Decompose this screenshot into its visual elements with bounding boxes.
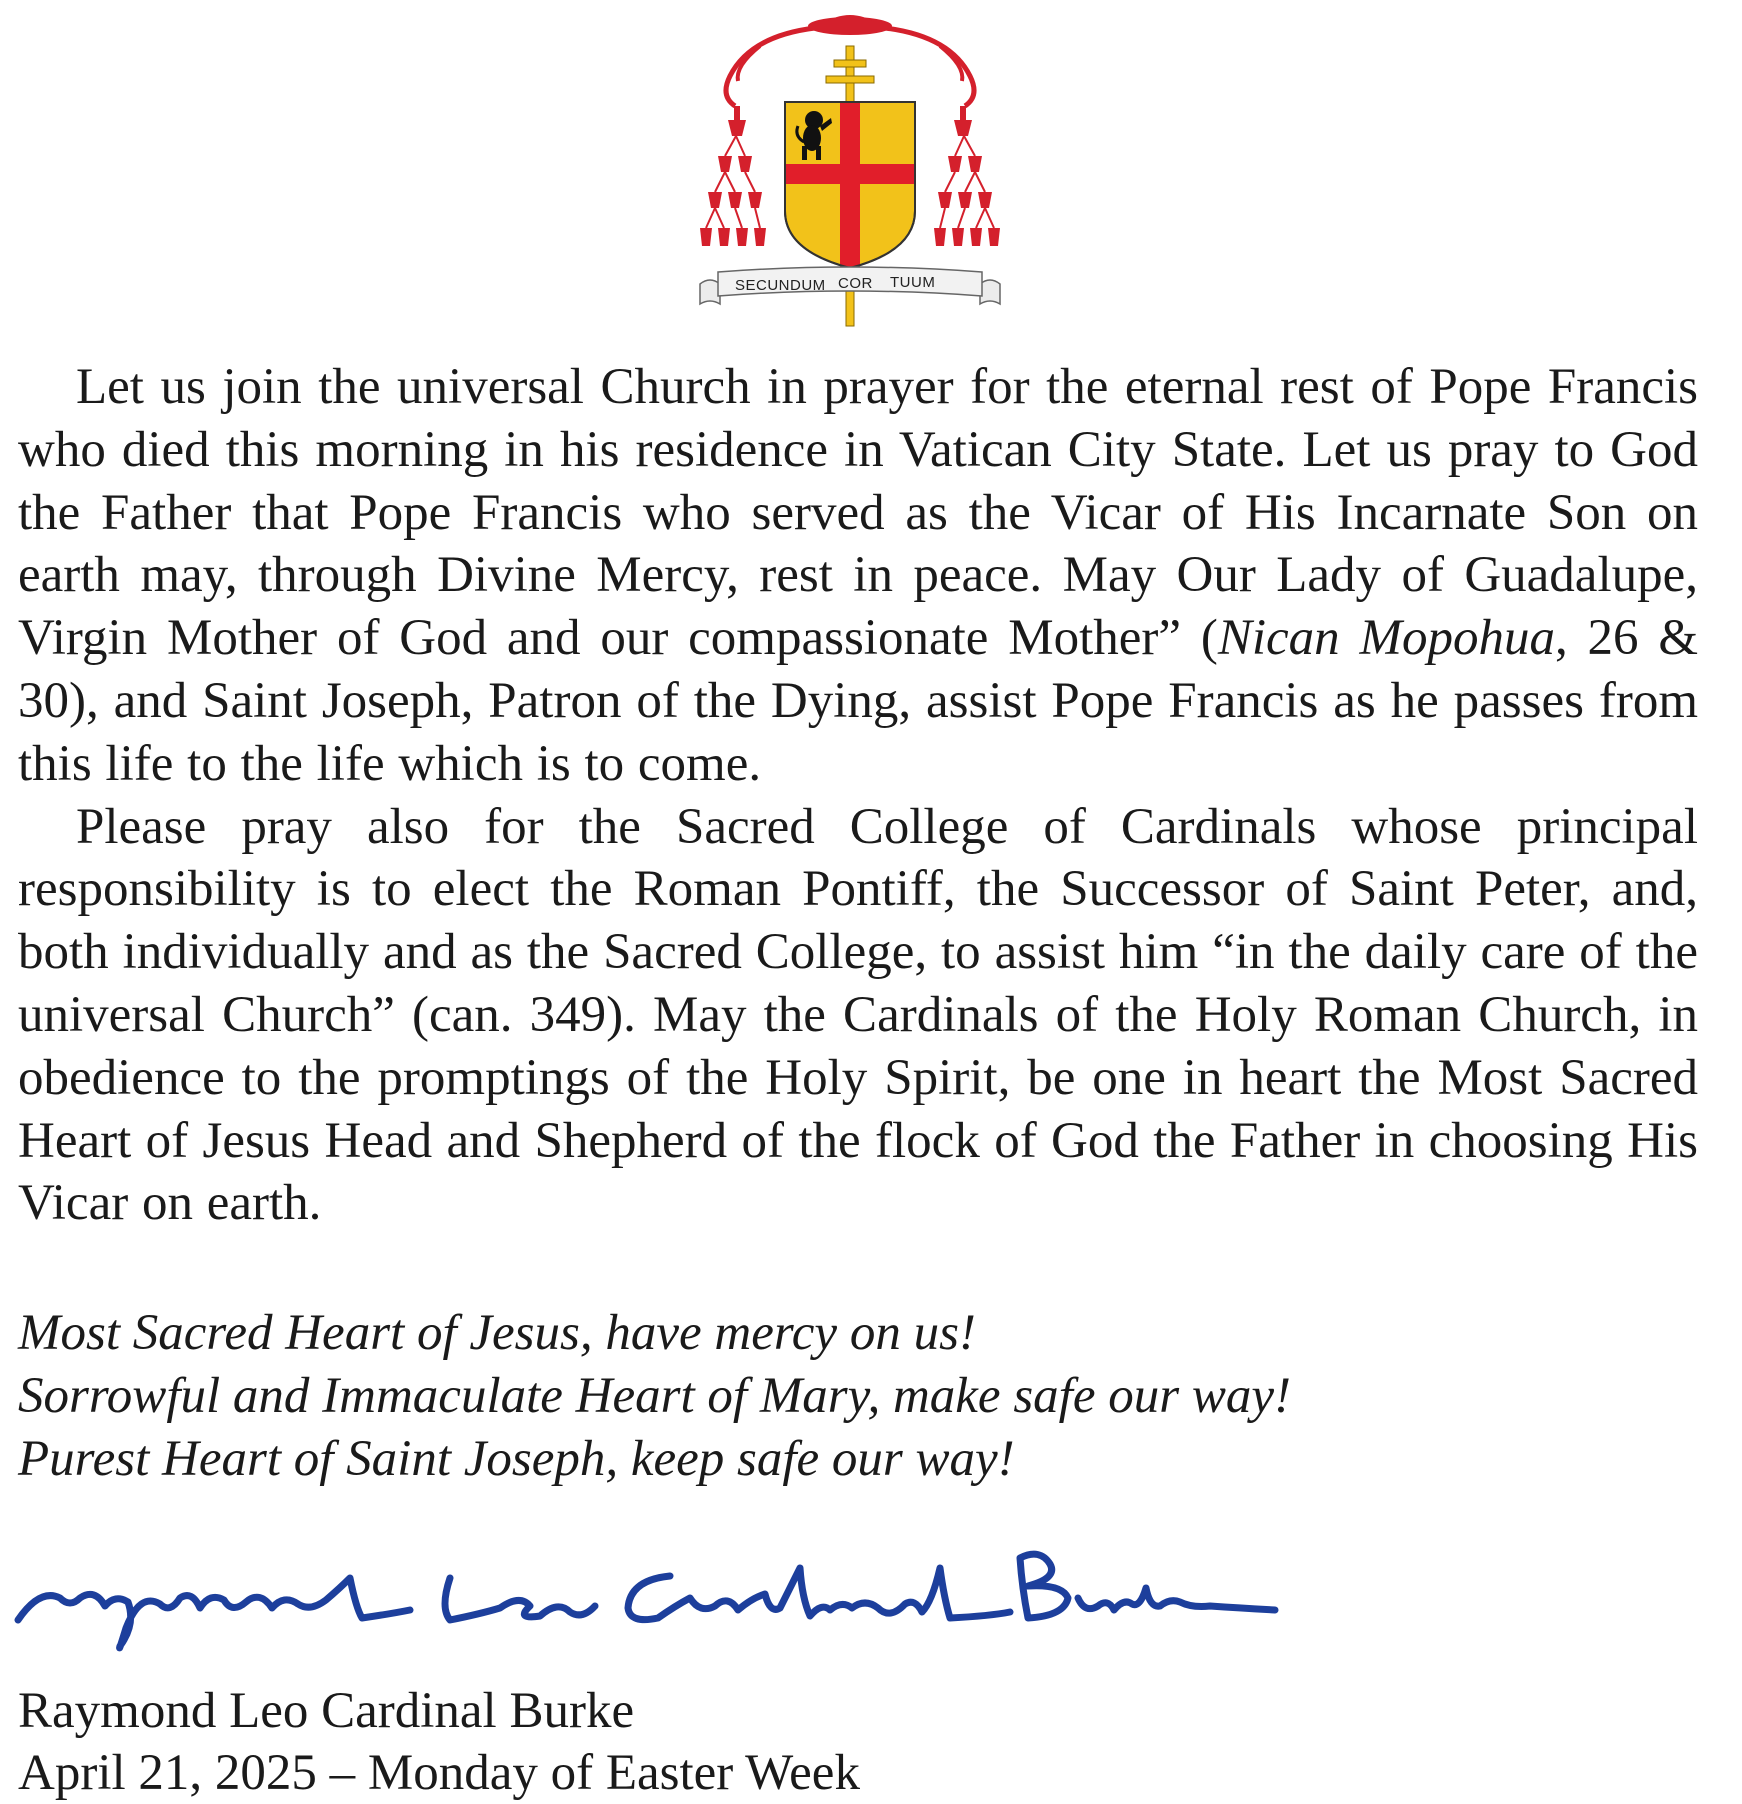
paragraph-1-part-a: Let us join the universal Church in prayer for the eternal rest of Pope Francis who died this morning in his residence in Vatican City State. Let us pray to God the Father that Pope Francis who served as the Vicar of His Incarnate Son on earth may, through Divine Mercy, rest in peace. May Our Lady of Guadalupe, Virgin Mother of God and our compassionate Mother” ( <box>18 359 1698 667</box>
paragraph-2: Please pray also for the Sacred College of Cardinals whose principal responsibility is to elect the Roman Pontiff, the Successor of Saint Peter, and, both individually and as the Sacred College, to assist him “in the daily care of the universal Church” (can. 349). May the Cardinals of the Holy Roman Church, in obedience to the promptings of the Holy Spirit, be one in heart the Most Sacred Heart of Jesus Head and Shepherd of the flock of God the Father in choosing His Vicar on earth. <box>18 798 1698 1232</box>
motto-word-2: COR <box>838 275 873 292</box>
invocations <box>18 1302 1291 1491</box>
invocation-2: Sorrowful and Immaculate Heart of Mary, make safe our way! <box>18 1368 1291 1424</box>
shield-cross-vertical <box>840 102 860 268</box>
paragraph-1 <box>18 356 1698 796</box>
left-tassels <box>700 106 766 246</box>
shield-cross-horizontal <box>785 164 915 184</box>
motto-word-1: SECUNDUM <box>735 277 826 294</box>
galero-crown <box>822 15 878 24</box>
coat-of-arms <box>690 6 1010 336</box>
signoff-date: April 21, 2025 – Monday of Easter Week <box>18 1745 860 1801</box>
paragraph-1-part-b: , 26 & 30), and Saint Joseph, Patron of the Dying, assist Pope Francis as he passes from this life to the life which is to come. <box>18 610 1699 792</box>
invocation-1: Most Sacred Heart of Jesus, have mercy on us! <box>18 1305 976 1361</box>
citation-title: Nican Mopohua <box>1217 610 1555 667</box>
signoff <box>18 1680 860 1804</box>
coat-of-arms-graphic <box>690 6 1010 336</box>
signoff-name: Raymond Leo Cardinal Burke <box>18 1683 635 1739</box>
letter-body <box>18 356 1698 1235</box>
right-tassels <box>934 106 1000 246</box>
motto-word-3: TUUM <box>890 274 936 291</box>
invocation-3: Purest Heart of Saint Joseph, keep safe our way! <box>18 1431 1015 1487</box>
handwritten-signature <box>10 1528 1290 1658</box>
